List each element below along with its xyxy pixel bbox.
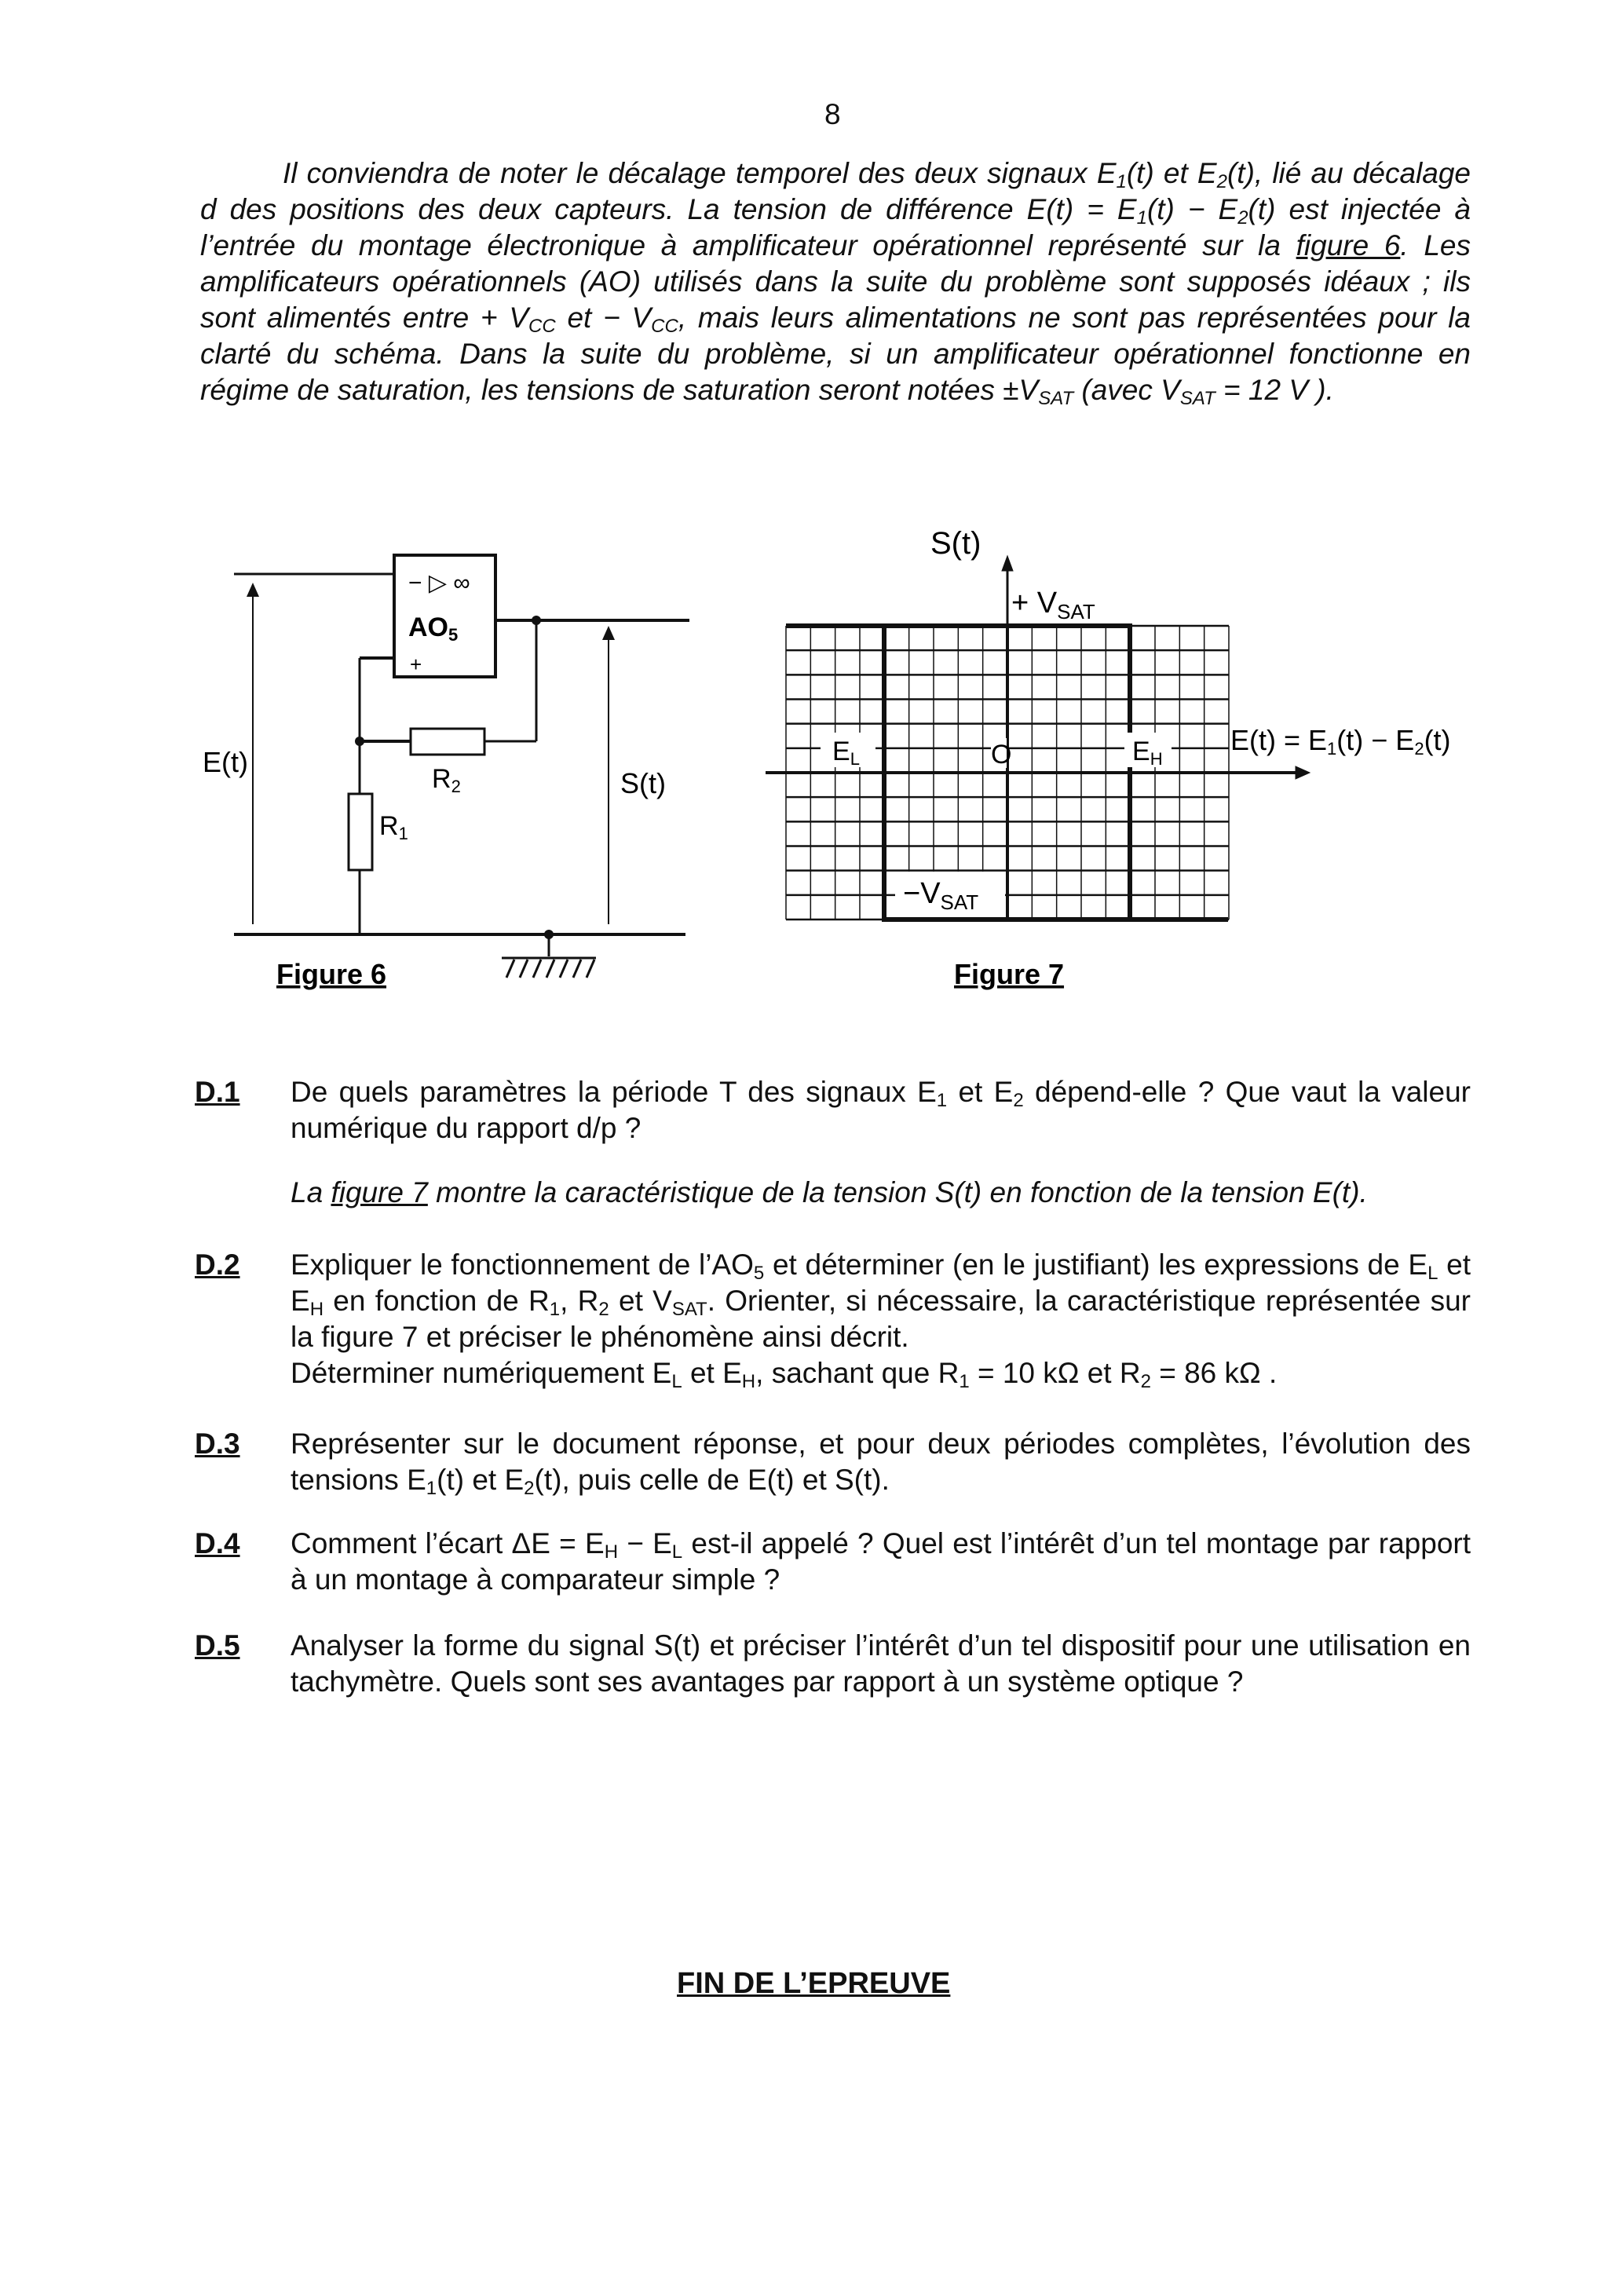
text-run: et E <box>947 1076 1014 1108</box>
text-run: dépend-elle ? Que vaut la valeur numérique du rapport d/p ? <box>291 1076 1471 1144</box>
text-run: 1 <box>1136 207 1147 229</box>
opamp-name: AO5 <box>408 612 459 645</box>
question-text <box>291 1074 1471 1146</box>
r1-label: R1 <box>379 811 408 843</box>
text-run: Il conviendra de noter le décalage temporel des deux signaux E <box>283 157 1117 189</box>
text-run: SAT <box>1038 388 1074 409</box>
question-paragraph <box>291 1426 1471 1498</box>
text-run: La <box>291 1176 331 1208</box>
text-run: 1 <box>426 1478 437 1499</box>
text-run: (t), puis celle de E(t) et S(t). <box>534 1464 890 1496</box>
text-run: = 10 kΩ et R <box>969 1357 1141 1389</box>
question-text <box>291 1426 1471 1498</box>
text-run: = 12 V ). <box>1215 374 1334 406</box>
text-run: 2 <box>598 1299 609 1320</box>
text-run: 2 <box>1140 1371 1151 1392</box>
text-run: = 86 kΩ . <box>1150 1357 1278 1389</box>
text-run: L <box>671 1371 682 1392</box>
question-paragraph <box>291 1526 1471 1598</box>
text-run: 5 <box>753 1263 765 1284</box>
text-run: montre la caractéristique de la tension S(t) en fonction de la tension E(t). <box>427 1176 1368 1208</box>
plus-vsat-label: + $V_{SAT}$ <box>1011 587 1095 623</box>
text-run: Expliquer le fonctionnement de l’AO <box>291 1249 754 1281</box>
text-run: , sachant que R <box>755 1357 960 1389</box>
text-run: (t) et E <box>437 1464 525 1496</box>
question-paragraph <box>291 1247 1471 1355</box>
text-run: , R <box>560 1285 599 1317</box>
question-paragraph <box>291 1074 1471 1146</box>
text-run: CC <box>528 316 556 337</box>
text-run: et E <box>682 1357 742 1389</box>
text-run: H <box>309 1299 324 1320</box>
text-run: 2 <box>1237 207 1248 229</box>
text-run: (t) et E <box>1126 157 1217 189</box>
text-run: SAT <box>1179 388 1215 409</box>
text-run: 2 <box>524 1478 535 1499</box>
question-text <box>291 1628 1471 1700</box>
text-run: (avec V <box>1073 374 1180 406</box>
question-label: D.5 <box>195 1629 240 1662</box>
question-label: D.3 <box>195 1428 240 1460</box>
text-run: . Orienter, si nécessaire, la caractéristique représentée sur la figure 7 et préciser le phénomène ainsi décrit. <box>291 1285 1471 1353</box>
input-label: E(t) <box>203 746 248 778</box>
figure-note <box>291 1175 1471 1211</box>
text-run: H <box>741 1371 756 1392</box>
text-run: figure 6 <box>1296 229 1401 261</box>
question-label: D.1 <box>195 1076 240 1108</box>
text-run: Représenter sur le document réponse, et pour deux périodes complètes, l’évolution des tensions E <box>291 1428 1471 1496</box>
r2-resistor <box>411 729 484 755</box>
origin-label: O <box>991 740 1012 770</box>
output-label: S(t) <box>620 767 666 799</box>
text-run: Analyser la forme du signal S(t) et préciser l’intérêt d’un tel dispositif pour une utilisation en tachymètre. Quels sont ses avantages par rapport à un système optique ? <box>291 1629 1471 1698</box>
question-label: D.4 <box>195 1527 240 1559</box>
text-run: et déterminer (en le justifiant) les expressions de E <box>764 1249 1428 1281</box>
figure-6-caption: Figure 6 <box>276 958 387 990</box>
text-run: CC <box>651 316 678 337</box>
text-run: . Les amplificateurs opérationnels (AO) utilisés dans la suite du problème sont supposés idéaux ; ils sont alimentés entre + V <box>200 229 1471 334</box>
minus-vsat-label: $-V_{SAT}$ <box>903 877 979 914</box>
question-paragraph <box>291 1355 1471 1391</box>
text-run: − E <box>618 1527 672 1559</box>
question-label: D.2 <box>195 1249 240 1281</box>
text-run: figure 7 <box>331 1176 428 1208</box>
page-number: 8 <box>824 98 841 130</box>
x-axis-label: E(t) = E1(t) − E2(t) <box>1230 724 1451 759</box>
question-paragraph <box>291 1628 1471 1700</box>
figure-7-caption: Figure 7 <box>954 958 1065 990</box>
text-run: 1 <box>959 1371 970 1392</box>
text-run: (t) est injectée à l’entrée du montage électronique à amplificateur opérationnel représenté sur la <box>200 193 1471 261</box>
opamp-symbol: − ▷ ∞ <box>408 570 470 596</box>
text-run: (t), lié au décalage d des positions des deux capteurs. La tension de différence E(t) = E <box>200 157 1471 225</box>
text-run: est-il appelé ? Quel est l’intérêt d’un tel montage par rapport à un montage à comparateur simple ? <box>291 1527 1471 1596</box>
text-run: en fonction de R <box>324 1285 550 1317</box>
text-run: et E <box>291 1249 1471 1317</box>
text-run: , mais leurs alimentations ne sont pas représentées pour la clarté du schéma. Dans la suite du problème, si un amplificateur opérationnel fonctionne en régime de saturation, les tensions de saturation seront notées ±V <box>200 302 1471 406</box>
text-run: 2 <box>1216 171 1227 192</box>
text-run: L <box>671 1541 683 1563</box>
text-run: De quels paramètres la période T des signaux E <box>291 1076 937 1108</box>
text-run: 2 <box>1013 1090 1024 1111</box>
r1-resistor <box>349 794 372 870</box>
eh-label: EH <box>1132 737 1163 769</box>
text-run: et V <box>609 1285 672 1317</box>
figure-6-circuit <box>0 0 1623 1021</box>
question-text <box>291 1247 1471 1391</box>
text-run: et − V <box>555 302 652 334</box>
text-run: H <box>604 1541 619 1563</box>
text-run: SAT <box>671 1299 707 1320</box>
end-of-exam: FIN DE L’EPREUVE <box>677 1967 951 2000</box>
text-run: L <box>1427 1263 1438 1284</box>
r2-label: R2 <box>432 764 461 796</box>
text-run: (t) − E <box>1146 193 1238 225</box>
text-run: Comment l’écart ΔE = E <box>291 1527 605 1559</box>
ground-icon <box>502 958 596 978</box>
el-label: EL <box>832 737 860 769</box>
question-text <box>291 1526 1471 1598</box>
text-run: 1 <box>936 1090 948 1111</box>
y-axis-label: S(t) <box>930 526 981 561</box>
text-run: 1 <box>1116 171 1127 192</box>
plus-input-label: + <box>410 653 422 676</box>
text-run: 1 <box>549 1299 561 1320</box>
text-run: Déterminer numériquement E <box>291 1357 672 1389</box>
